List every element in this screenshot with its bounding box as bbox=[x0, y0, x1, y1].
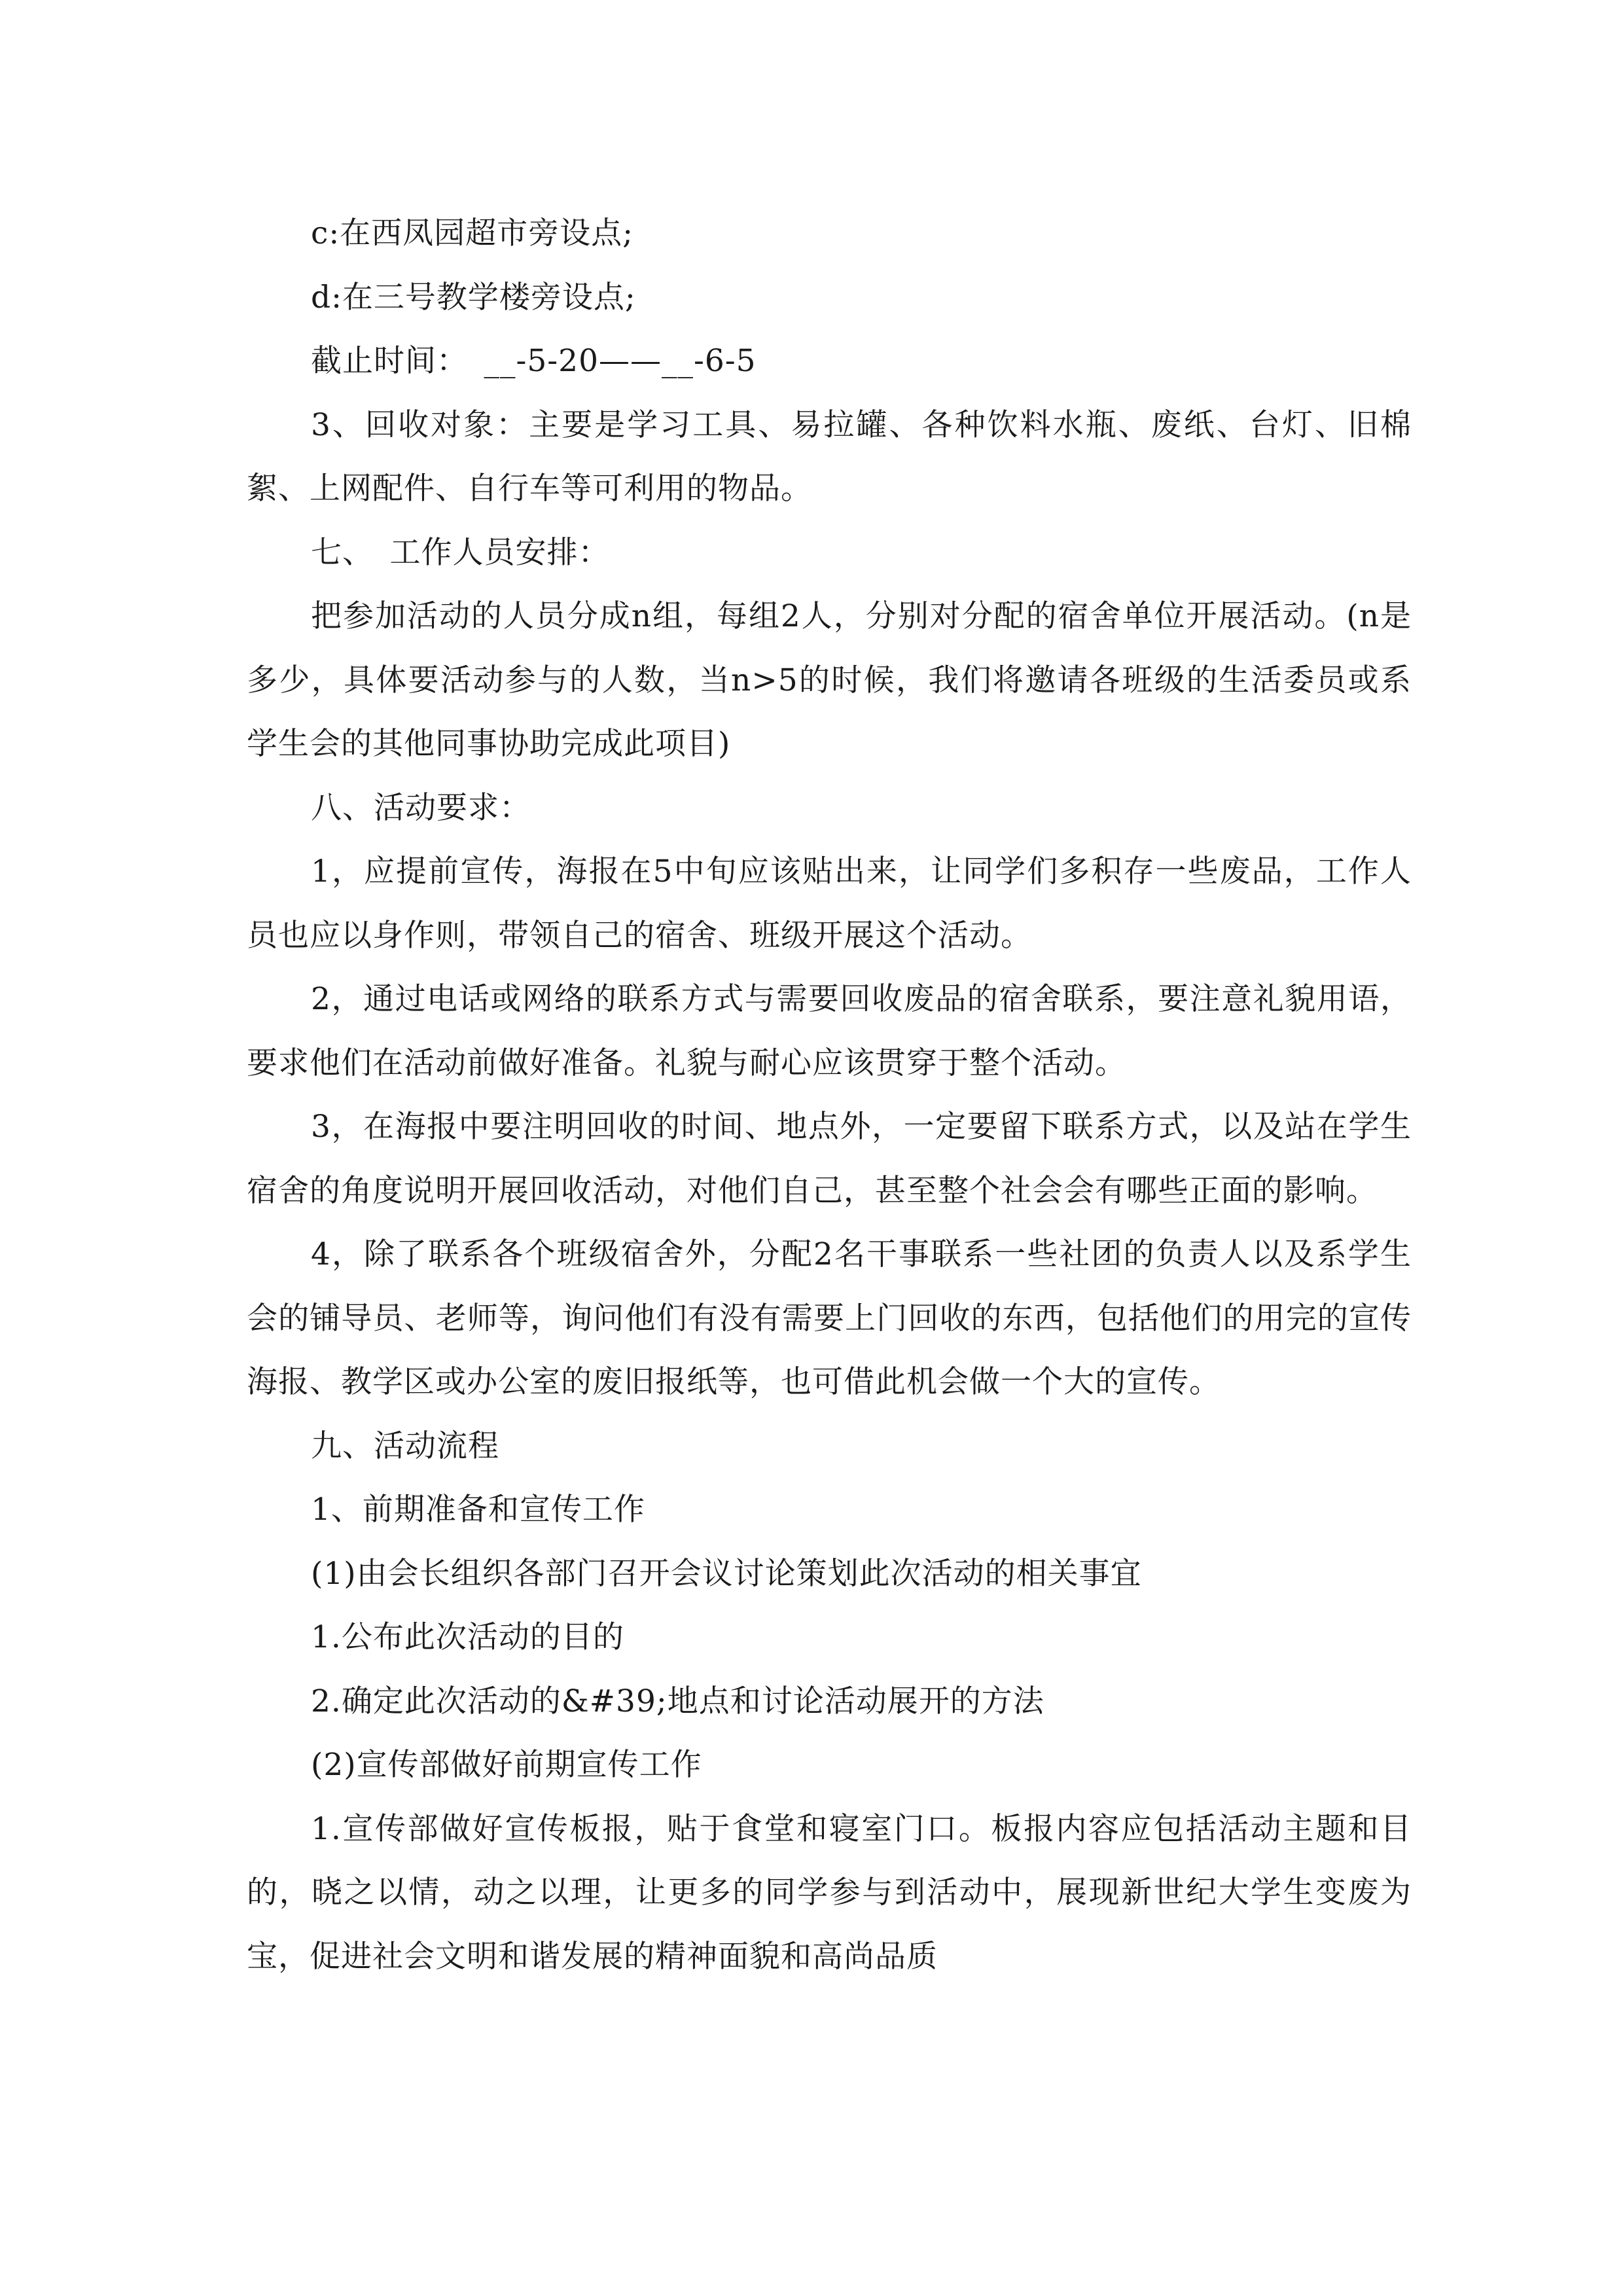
paragraph-recycling-targets: 3、回收对象：主要是学习工具、易拉罐、各种饮料水瓶、废纸、台灯、旧棉絮、上网配件、自行车等可利用的物品。 bbox=[247, 406, 1412, 507]
paragraph-meeting: (1)由会长组织各部门召开会议讨论策划此次活动的相关事宜 bbox=[311, 1555, 1142, 1592]
paragraph-requirement-1: 1，应提前宣传，海报在5中旬应该贴出来，让同学们多积存一些废品，工作人员也应以身作则，带领自己的宿舍、班级开展这个活动。 bbox=[247, 853, 1412, 954]
section-heading-requirements: 八、活动要求： bbox=[311, 789, 531, 826]
paragraph-collection-point-c: c:在西凤园超市旁设点; bbox=[311, 215, 633, 251]
subheading-preparation: 1、前期准备和宣传工作 bbox=[311, 1492, 645, 1528]
paragraph-requirement-3: 3，在海报中要注明回收的时间、地点外，一定要留下联系方式，以及站在学生宿舍的角度说明开展回收活动，对他们自己，甚至整个社会会有哪些正面的影响。 bbox=[247, 1109, 1412, 1209]
document-body bbox=[247, 202, 1412, 1988]
paragraph-requirement-4: 4，除了联系各个班级宿舍外，分配2名干事联系一些社团的负责人以及系学生会的铺导员、老师等，询问他们有没有需要上门回收的东西，包括他们的用完的宣传海报、教学区或办公室的废旧报纸等，也可借此机会做一个大的宣传。 bbox=[247, 1236, 1412, 1400]
paragraph-determine-location: 2.确定此次活动的&#39;地点和讨论活动展开的方法 bbox=[311, 1683, 1044, 1719]
paragraph-publicity-department: (2)宣传部做好前期宣传工作 bbox=[311, 1747, 702, 1783]
paragraph-requirement-2: 2，通过电话或网络的联系方式与需要回收废品的宿舍联系，要注意礼貌用语，要求他们在活动前做好准备。礼貌与耐心应该贯穿于整个活动。 bbox=[247, 981, 1412, 1081]
section-heading-process: 九、活动流程 bbox=[311, 1427, 499, 1464]
paragraph-publicity-board: 1.宣传部做好宣传板报，贴于食堂和寝室门口。板报内容应包括活动主题和目的，晓之以情，动之以理，让更多的同学参与到活动中，展现新世纪大学生变废为宝，促进社会文明和谐发展的精神面貌和高尚品质 bbox=[247, 1810, 1412, 1975]
paragraph-announce-purpose: 1.公布此次活动的目的 bbox=[311, 1619, 624, 1655]
paragraph-deadline: 截止时间： __-5-20——__-6-5 bbox=[311, 343, 757, 379]
section-heading-staff: 七、 工作人员安排： bbox=[311, 534, 610, 571]
paragraph-collection-point-d: d:在三号教学楼旁设点; bbox=[311, 279, 636, 315]
paragraph-staff-arrangement: 把参加活动的人员分成n组，每组2人，分别对分配的宿舍单位开展活动。(n是多少，具体要活动参与的人数，当n>5的时候，我们将邀请各班级的生活委员或系学生会的其他同事协助完成此项目) bbox=[247, 598, 1412, 762]
